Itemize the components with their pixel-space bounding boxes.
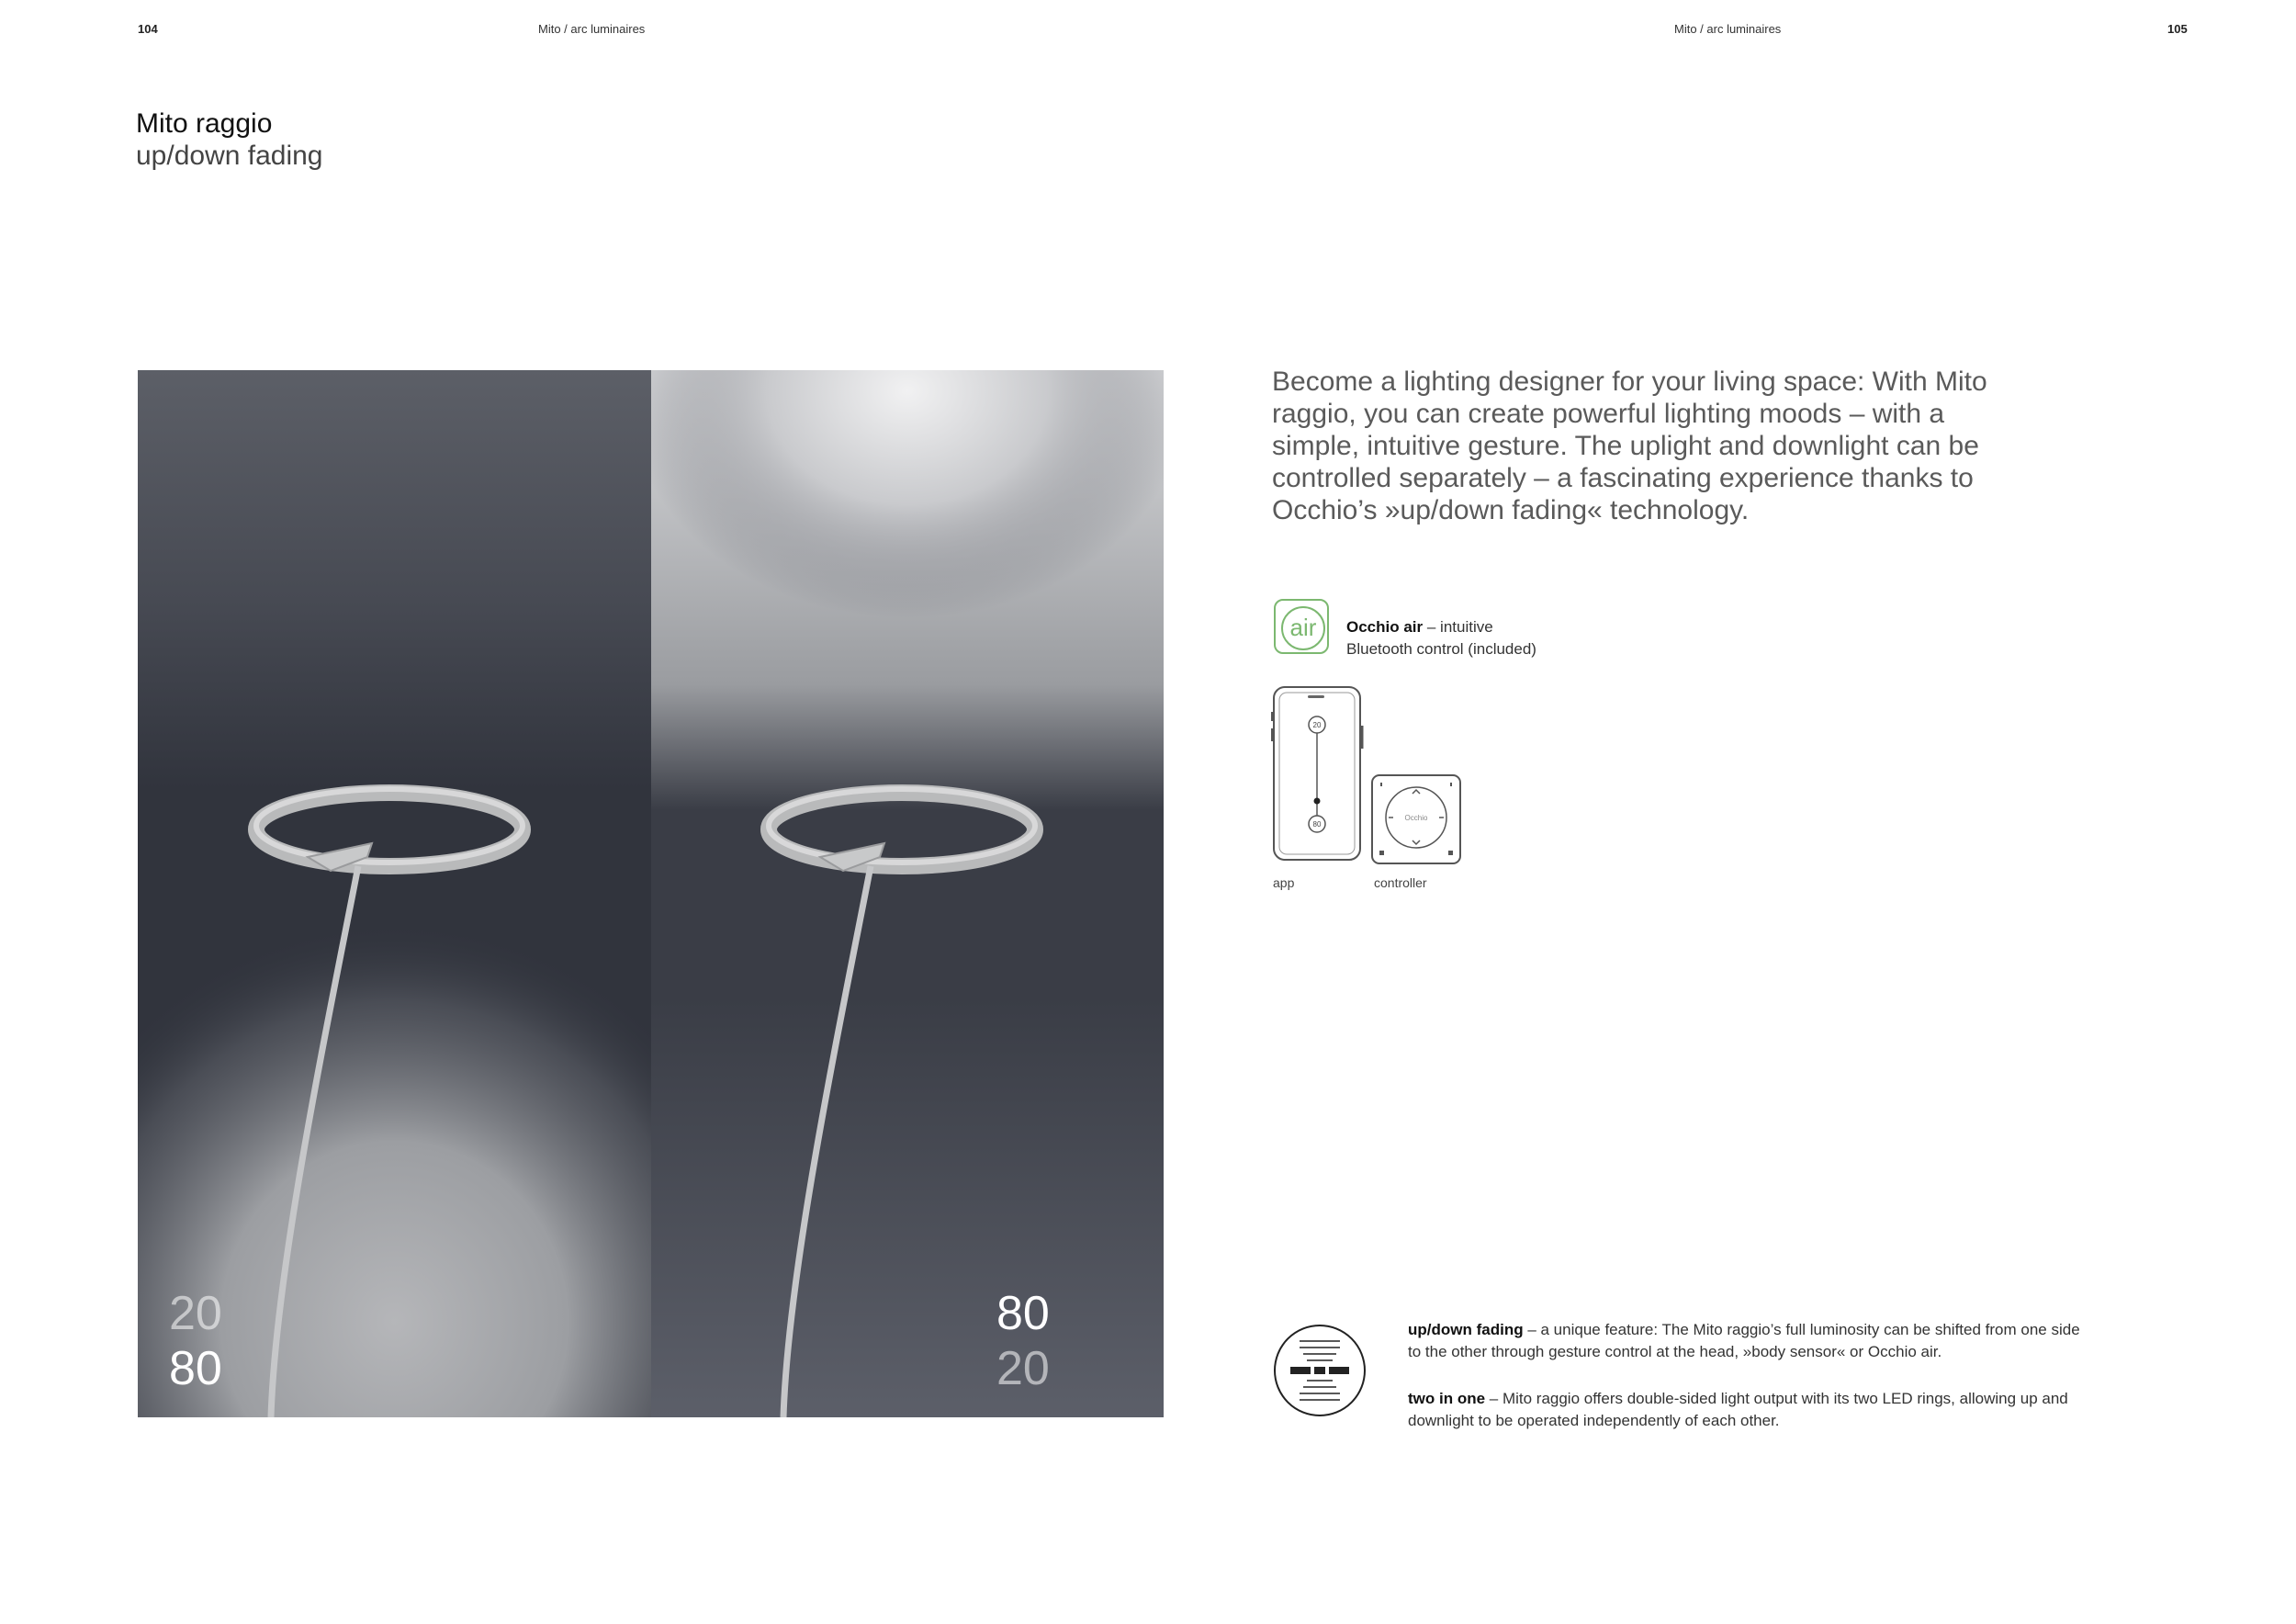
feature-title: two in one xyxy=(1408,1390,1486,1407)
feature-text: – a unique feature: The Mito raggio’s full luminosity can be shifted from one side to the other through gesture control at the head, »body sensor« or Occhio air. xyxy=(1408,1321,2080,1360)
feature-up-down-fading xyxy=(1408,1319,2088,1363)
controller-label: controller xyxy=(1374,875,1427,890)
left-panel xyxy=(138,370,651,1417)
air-desc-line1: – intuitive xyxy=(1423,618,1493,636)
left-down-value: 80 xyxy=(169,1342,222,1395)
right-ratio xyxy=(996,1286,1050,1396)
product-subtitle: up/down fading xyxy=(136,141,323,171)
app-bottom-value: 80 xyxy=(1312,820,1322,829)
right-up-value: 80 xyxy=(996,1287,1050,1340)
feature-title: up/down fading xyxy=(1408,1321,1524,1338)
air-description xyxy=(1346,616,1536,660)
controller-icon xyxy=(1370,773,1462,865)
air-logo-icon xyxy=(1274,599,1329,654)
page-number-right: 105 xyxy=(2167,22,2188,36)
page-number-left: 104 xyxy=(138,22,158,36)
air-name: Occhio air xyxy=(1346,618,1424,636)
product-title: Mito raggio xyxy=(136,108,273,139)
phone-app-icon xyxy=(1271,684,1367,864)
controller-brand: Occhio xyxy=(1404,814,1428,822)
right-panel xyxy=(651,370,1164,1417)
feature-two-in-one xyxy=(1408,1388,2088,1432)
app-top-value: 20 xyxy=(1312,721,1322,729)
product-photo xyxy=(138,370,1164,1417)
intro-paragraph: Become a lighting designer for your living space: With Mito raggio, you can create powerful lighting moods – with a simple, intuitive gesture. The uplight and downlight can be controlled separately – a fascinating experience thanks to Occhio’s »up/down fading« technology. xyxy=(1272,367,1987,525)
left-ratio xyxy=(169,1286,222,1396)
air-logo-text: air xyxy=(1281,606,1325,650)
feature-text: – Mito raggio offers double-sided light output with its two LED rings, allowing up and downlight to be operated independently of each other. xyxy=(1408,1390,2068,1429)
air-desc-line2: Bluetooth control (included) xyxy=(1346,640,1536,658)
right-down-value: 20 xyxy=(996,1342,1050,1395)
up-down-fading-icon xyxy=(1272,1323,1367,1418)
left-up-value: 20 xyxy=(169,1287,222,1340)
app-label: app xyxy=(1273,875,1295,890)
section-header-right: Mito / arc luminaires xyxy=(1674,22,1782,36)
section-header-left: Mito / arc luminaires xyxy=(538,22,646,36)
